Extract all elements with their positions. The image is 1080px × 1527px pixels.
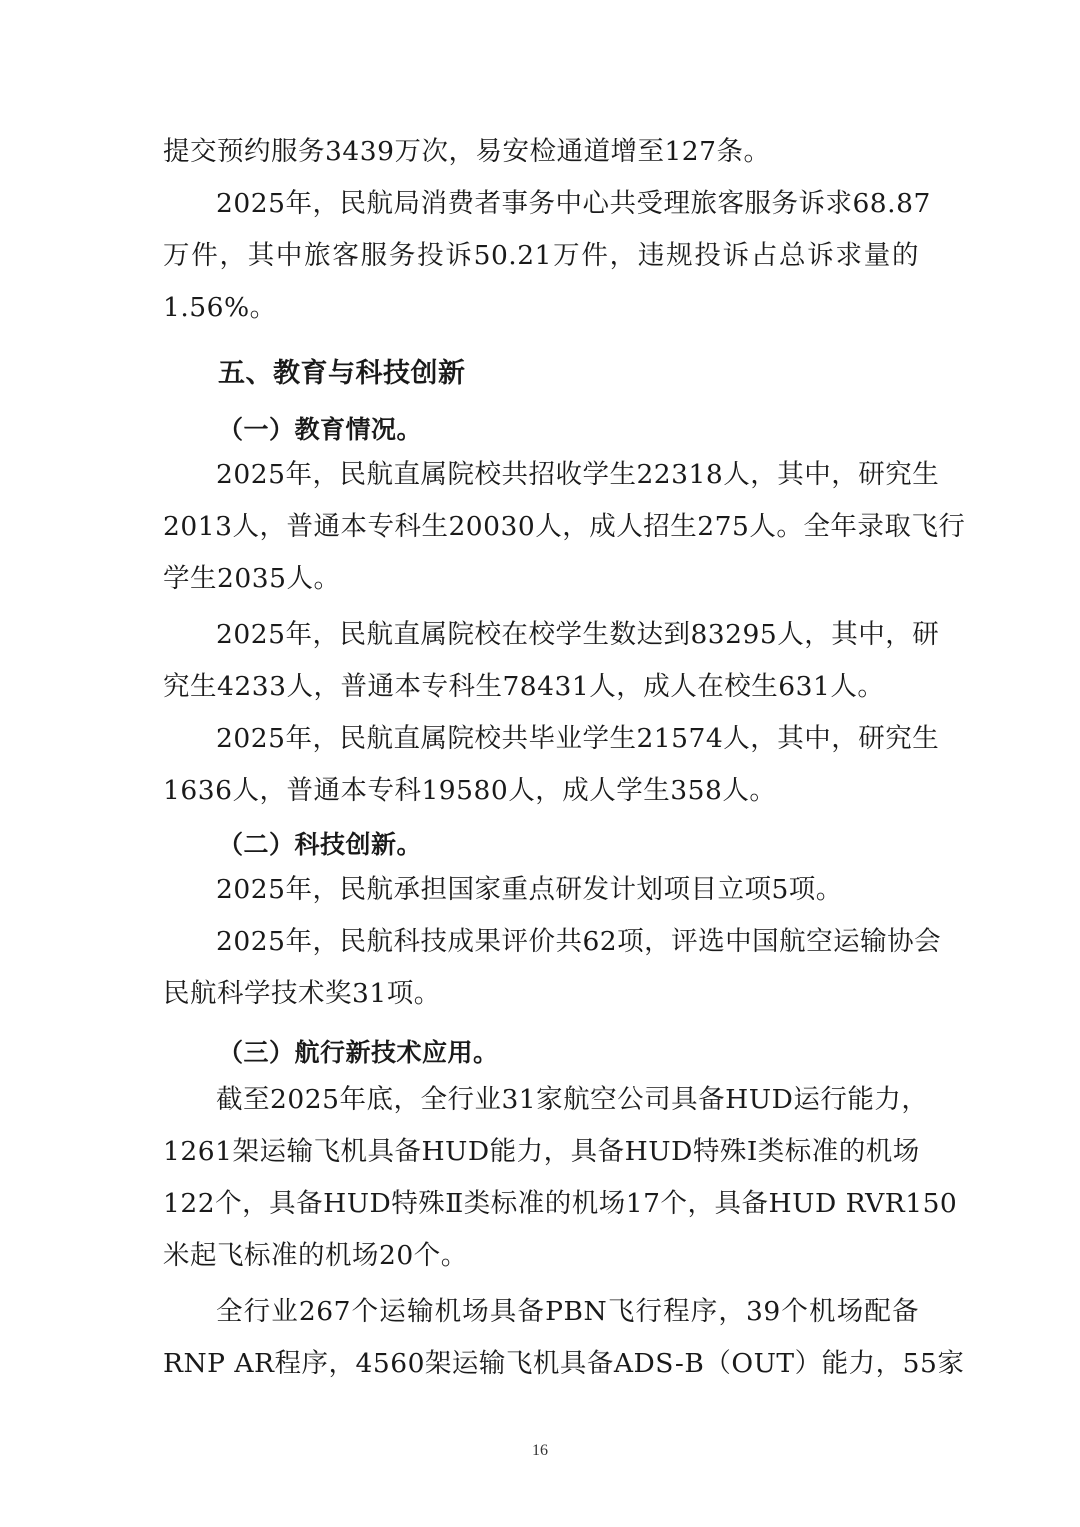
text-line: 截至2025年底，全行业31家航空公司具备HUD运行能力， bbox=[216, 1084, 929, 1115]
text-line: 2025年，民航直属院校共毕业学生21574人，其中，研究生 bbox=[216, 723, 940, 754]
text-line: 1636人，普通本专科19580人，成人学生358人。 bbox=[163, 775, 777, 806]
text-line: 2025年，民航直属院校在校学生数达到83295人，其中，研 bbox=[216, 619, 940, 650]
section-heading: 五、教育与科技创新 bbox=[218, 358, 466, 389]
text-line: 万件，其中旅客服务投诉50.21万件，违规投诉占总诉求量的 bbox=[163, 240, 919, 271]
text-line: 2025年，民航直属院校共招收学生22318人，其中，研究生 bbox=[216, 459, 940, 490]
text-line: 2013人，普通本专科生20030人，成人招生275人。全年录取飞行 bbox=[163, 511, 966, 542]
subsection-heading: （三）航行新技术应用。 bbox=[218, 1038, 499, 1067]
text-line: 2025年，民航科技成果评价共62项，评选中国航空运输协会 bbox=[216, 926, 942, 957]
text-line: 提交预约服务3439万次，易安检通道增至127条。 bbox=[163, 136, 771, 167]
text-line: RNP AR程序，4560架运输飞机具备ADS-B（OUT）能力，55家 bbox=[163, 1348, 965, 1379]
text-line: 2025年，民航局消费者事务中心共受理旅客服务诉求68.87 bbox=[216, 188, 931, 219]
subsection-heading: （二）科技创新。 bbox=[218, 830, 423, 859]
text-line: 究生4233人，普通本专科生78431人，成人在校生631人。 bbox=[163, 671, 885, 702]
text-line: 民航科学技术奖31项。 bbox=[163, 978, 441, 1009]
text-line: 米起飞标准的机场20个。 bbox=[163, 1240, 468, 1271]
text-line: 1.56%。 bbox=[163, 292, 277, 323]
text-line: 学生2035人。 bbox=[163, 563, 341, 594]
page-number: 16 bbox=[532, 1442, 548, 1459]
text-line: 2025年，民航承担国家重点研发计划项目立项5项。 bbox=[216, 874, 843, 905]
text-line: 全行业267个运输机场具备PBN飞行程序，39个机场配备 bbox=[216, 1296, 919, 1327]
text-line: 1261架运输飞机具备HUD能力，具备HUD特殊Ⅰ类标准的机场 bbox=[163, 1136, 920, 1167]
subsection-heading: （一）教育情况。 bbox=[218, 415, 423, 444]
text-line: 122个，具备HUD特殊Ⅱ类标准的机场17个，具备HUD RVR150 bbox=[163, 1188, 958, 1219]
